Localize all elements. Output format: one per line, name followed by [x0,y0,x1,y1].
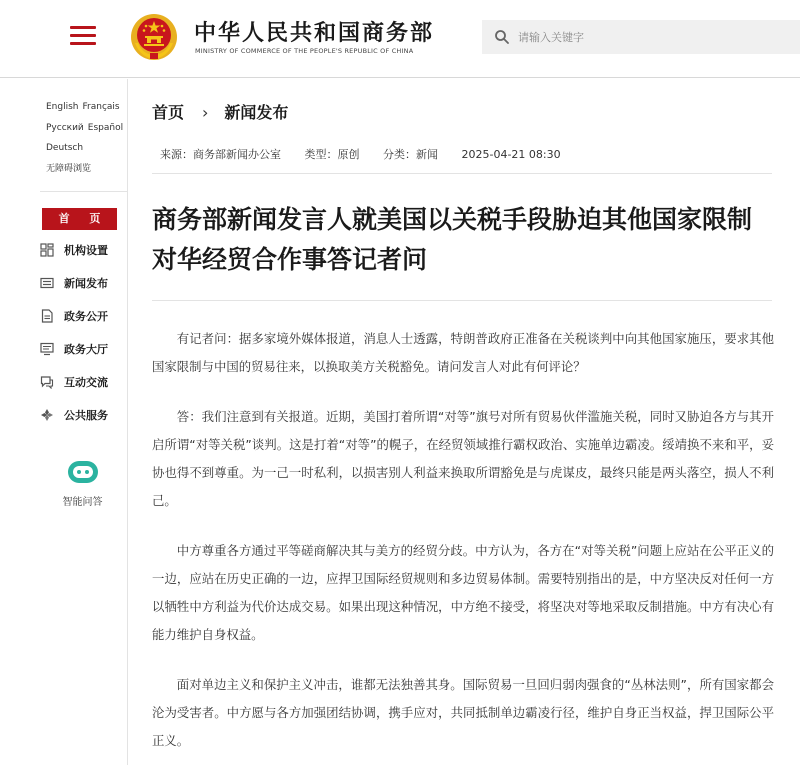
sidebar-item-label: 新闻发布 [64,277,108,290]
robot-assistant-icon[interactable] [63,459,103,485]
newspaper-icon [40,276,54,290]
meta-source: 来源：商务部新闻办公室 [160,148,281,161]
accessibility-link[interactable]: 无障碍浏览 [46,163,92,174]
search-input[interactable] [518,20,788,54]
menu-bar [70,34,96,37]
sidebar-item-label: 互动交流 [64,376,108,389]
lang-english-link[interactable]: English [46,102,79,112]
meta-divider [152,173,772,174]
assistant-label[interactable]: 智能问答 [62,497,103,508]
sidebar-item-label: 政务公开 [64,310,108,323]
sidebar-item-label: 公共服务 [64,409,108,422]
lang-french-link[interactable]: Français [82,102,120,112]
article-meta [160,146,581,162]
site-header [0,0,800,78]
article-body [152,325,774,755]
hamburger-menu-button[interactable] [70,26,96,46]
breadcrumb-news-link[interactable]: 新闻发布 [224,103,289,122]
org-chart-icon [40,243,54,257]
breadcrumb [152,100,288,123]
search-icon[interactable] [494,29,510,45]
article-paragraph: 答：我们注意到有关报道。近期，美国打着所谓“对等”旗号对所有贸易伙伴滥施关税，同时又胁迫各方与其开启所谓“对等关税”谈判。这是打着“对等”的幌子，在经贸领域推行霸权政治、实施单边霸凌。绥靖换不来和平，妥协也得不到尊重。为一己一时私利，以损害别人利益来换取所谓豁免是与虎谋皮，最终只能是两头落空，损人不利己。 [152,409,774,508]
menu-bar [70,26,96,29]
lang-spanish-link[interactable]: Español [87,122,124,133]
article-paragraph: 面对单边主义和保护主义冲击，谁都无法独善其身。国际贸易一旦回归弱肉强食的“丛林法则”，所有国家都会沦为受害者。中方愿与各方加强团结协调，携手应对，共同抵制单边霸凌行径，维护自身正当权益，捍卫国际公平正义。 [152,677,774,748]
national-emblem-icon[interactable] [130,13,178,61]
sidebar-item-organization[interactable] [40,239,126,261]
meta-type: 类型：原创 [304,148,360,161]
breadcrumb-home-link[interactable]: 首页 [152,103,185,122]
sidebar-item-interaction[interactable] [40,371,126,393]
sidebar-item-service-hall[interactable] [40,338,126,360]
chat-icon [40,375,54,389]
service-icon [40,408,54,422]
search-box[interactable] [482,20,800,54]
article-paragraph: 有记者问：据多家境外媒体报道，消息人士透露，特朗普政府正准备在关税谈判中向其他国家施压，要求其他国家限制与中国的贸易往来，以换取美方关税豁免。请问发言人对此有何评论？ [152,331,774,374]
menu-bar [70,42,96,45]
sidebar-item-label: 政务大厅 [64,343,108,356]
meta-category: 分类：新闻 [383,148,438,161]
document-icon [40,309,54,323]
site-title[interactable]: 中华人民共和国商务部 [194,21,435,46]
left-sidebar [0,79,128,765]
lang-russian-link[interactable]: Русский [46,122,84,133]
sidebar-item-gov-info[interactable] [40,305,126,327]
title-divider [152,300,772,301]
sidebar-item-news[interactable] [40,272,126,294]
sidebar-item-label: 机构设置 [64,244,108,257]
article-title: 商务部新闻发言人就美国以关税手段胁迫其他国家限制对华经贸合作事答记者问 [152,205,753,274]
lang-german-link[interactable]: Deutsch [46,143,84,153]
sidebar-home-button[interactable]: 首 页 [42,208,117,230]
site-subtitle: MINISTRY OF COMMERCE OF THE PEOPLE'S REPUBLIC OF CHINA [195,47,414,55]
sidebar-item-public-service[interactable] [40,404,126,426]
meta-datetime: 2025-04-21 08:30 [461,148,561,161]
language-links [46,97,126,179]
sidebar-divider [40,191,128,192]
monitor-icon [40,342,54,356]
article-paragraph: 中方尊重各方通过平等磋商解决其与美方的经贸分歧。中方认为，各方在“对等关税”问题上应站在公平正义的一边，应站在历史正确的一边，应捍卫国际经贸规则和多边贸易体制。需要特别指出的是，中方坚决反对任何一方以牺牲中方利益为代价达成交易。如果出现这种情况，中方绝不接受，将坚决对等地采取反制措施。中方有决心有能力维护自身权益。 [152,543,774,642]
breadcrumb-separator-icon: › [202,103,209,122]
